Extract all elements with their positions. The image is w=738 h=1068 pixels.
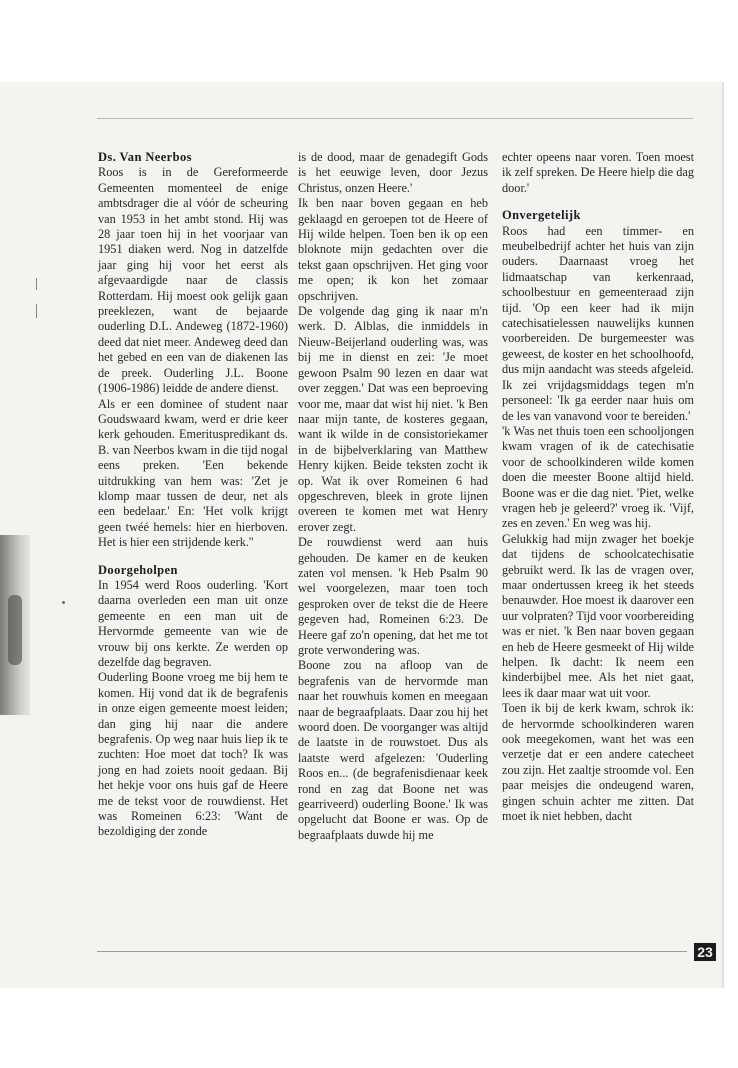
section-heading: Ds. Van Neerbos [98, 150, 192, 164]
paragraph: 'k Was net thuis toen een schooljongen kwam vragen of ik de catechisatie voor de schoolkinderen wilde komen doen die meester Boone altijd hield. Boone was er die dag niet. 'Piet, welke vragen heb je geleerd?' vroeg ik. 'Vijf, zes en zeven.' En weg was hij. [502, 423, 694, 531]
paragraph: is de dood, maar de genadegift Gods is het eeuwige leven, door Jezus Christus, onzen Heere.' [298, 150, 488, 195]
paragraph: Roos is in de Gereformeerde Gemeenten momenteel de enige ambtsdrager die al vóór de scheuring van 1953 in het ambt stond. Hij was 28 jaar toen hij in het voorjaar van 1951 diaken werd. Nog in datzelfde jaar ging hij voor het eerst als afgevaardigde naar de classis Rotterdam. Hij moest ook gelijk gaan preeklezen, want de bejaarde ouderling D.L. Andeweg (1872-1960) deed dat niet meer. Andeweg deed dan het gebed en een van de diakenen las de preek. Ouderling J.L. Boone (1906-1986) leidde de andere dienst. [98, 165, 288, 396]
margin-mark [36, 304, 37, 318]
paragraph: Gelukkig had mijn zwager het boekje dat tijdens de schoolcatechisatie gebruikt werd. Ik las de vragen over, maar ondertussen kreeg ik het steeds benauwder. Hoe moest ik daarover een uur volpraten? Tijd voor voorbereiding was er niet. 'k Ben naar boven gegaan en heb de Heere gesmeekt of Hij wilde helpen. Ik dacht: Ik neem een kinderbijbel mee. Als het niet gaat, lees ik daar maar wat uit voor. [502, 531, 694, 700]
paragraph: Ouderling Boone vroeg me bij hem te komen. Hij vond dat ik de begrafenis in onze eigen gemeente moest leiden; dan ging hij naar die andere begrafenis. Op weg naar huis liep ik te zuchten: Hoe moet dat toch? Ik was jong en had zoiets nooit gedaan. Bij het hekje voor ons huis gaf de Heere me de tekst voor de rouwdienst. Het was Romeinen 6:23: 'Want de bezoldiging der zonde [98, 670, 288, 839]
page-number: 23 [694, 943, 716, 961]
paragraph: Als er een dominee of student naar Goudswaard kwam, werd er drie keer kerk gehouden. Emerituspredikant ds. B. van Neerbos kwam in die tijd nogal eens preken. 'Een bekende uitdrukking van hem was: 'Zet je klomp maar tussen de deur, net als een bedelaar.' En: 'Het volk krijgt geen twéé hemels: hier en hierboven. Het is hier een strijdende kerk.'' [98, 396, 288, 550]
bottom-rule [97, 951, 687, 952]
paragraph: Boone zou na afloop van de begrafenis van de hervormde man naar het rouwhuis komen en meegaan naar de begraafplaats. Daar zou hij het woord doen. De voorganger was altijd de laatste in de rouwstoet. Dus als laatste werd afgelezen: 'Ouderling Roos en... (de begrafenisdienaar keek rond en zag dat Boone net was gearriveerd) ouderling Boone.' Ik was opgelucht dat Boone er was. Op de begraafplaats duwde hij me [298, 658, 488, 842]
paragraph: In 1954 werd Roos ouderling. 'Kort daarna overleden een man uit onze gemeente en een man uit de Hervormde gemeente van wie de vrouw bij ons kerkte. Ze werden op dezelfde dag begraven. [98, 577, 288, 669]
column-3 [502, 150, 694, 824]
paragraph: Toen ik bij de kerk kwam, schrok ik: de hervormde schoolkinderen waren ook meegekomen, want het was een verzetje dat er een andere catecheet zou zijn. Het zaaltje stroomde vol. Een paar meisjes die ondeugend waren, gingen schuin achter me zitten. Dat moet ik niet hebben, dacht [502, 701, 694, 824]
section-heading: Onvergetelijk [502, 208, 581, 223]
paragraph: echter opeens naar voren. Toen moest ik zelf spreken. De Heere hielp die dag door.' [502, 150, 694, 195]
paragraph: De volgende dag ging ik naar m'n werk. D. Alblas, die inmiddels in Nieuw-Beijerland ouderling was, was bij me in dienst en zei: 'Je moet gewoon Psalm 90 lezen en daar wat over zeggen.' Dat was een beproeving voor me, maar dat wist hij niet. 'k Ben naar mijn tante, de kosteres gegaan, want ik wilde in de consistoriekamer in de bijbelverklaring van Matthew Henry kijken. Beide teksten zocht ik op. Wat ik over Romeinen 6 had opgeschreven, bleek in grote lijnen overeen te komen met wat Henry erover zegt. [298, 304, 488, 534]
paragraph: Ik ben naar boven gegaan en heb geklaagd en geroepen tot de Heere of Hij wilde helpen. Toen ben ik op een bloknote mijn gedachten over die tekst gaan opschrijven. Het ging voor me open; ik kon het zomaar opschrijven. [298, 196, 488, 303]
margin-mark [36, 278, 37, 290]
top-rule [97, 118, 693, 119]
paragraph: Roos had een timmer- en meubelbedrijf achter het huis van zijn ouders. Daarnaast vroeg het lidmaatschap van kerkenraad, schoolbestuur en gemeenteraad zijn tijd. 'Op een keer had ik mijn catechisatielessen nauwelijks kunnen voorbereiden. De burgemeester was geweest, de koster en het schoolhoofd, dus mijn aandacht was steeds afgeleid. Ik zei vrijdagsmiddags tegen m'n personeel: 'Ik ga eerder naar huis om de les van vanavond voor te bereiden.' [502, 223, 694, 423]
margin-dot [62, 601, 65, 604]
photo-fragment [0, 535, 30, 715]
column-2 [298, 150, 488, 843]
section-heading: Doorgeholpen [98, 562, 178, 577]
paragraph: De rouwdienst werd aan huis gehouden. De kamer en de keuken zaten vol mensen. 'k Heb Psalm 90 wel voorgelezen, maar toen toch gesproken over de tekst die de Heere gegeven had, Romeinen 6:23. De Heere gaf zo'n opening, dat het me tot grote verwondering was. [298, 535, 488, 657]
column-1 [98, 150, 288, 840]
